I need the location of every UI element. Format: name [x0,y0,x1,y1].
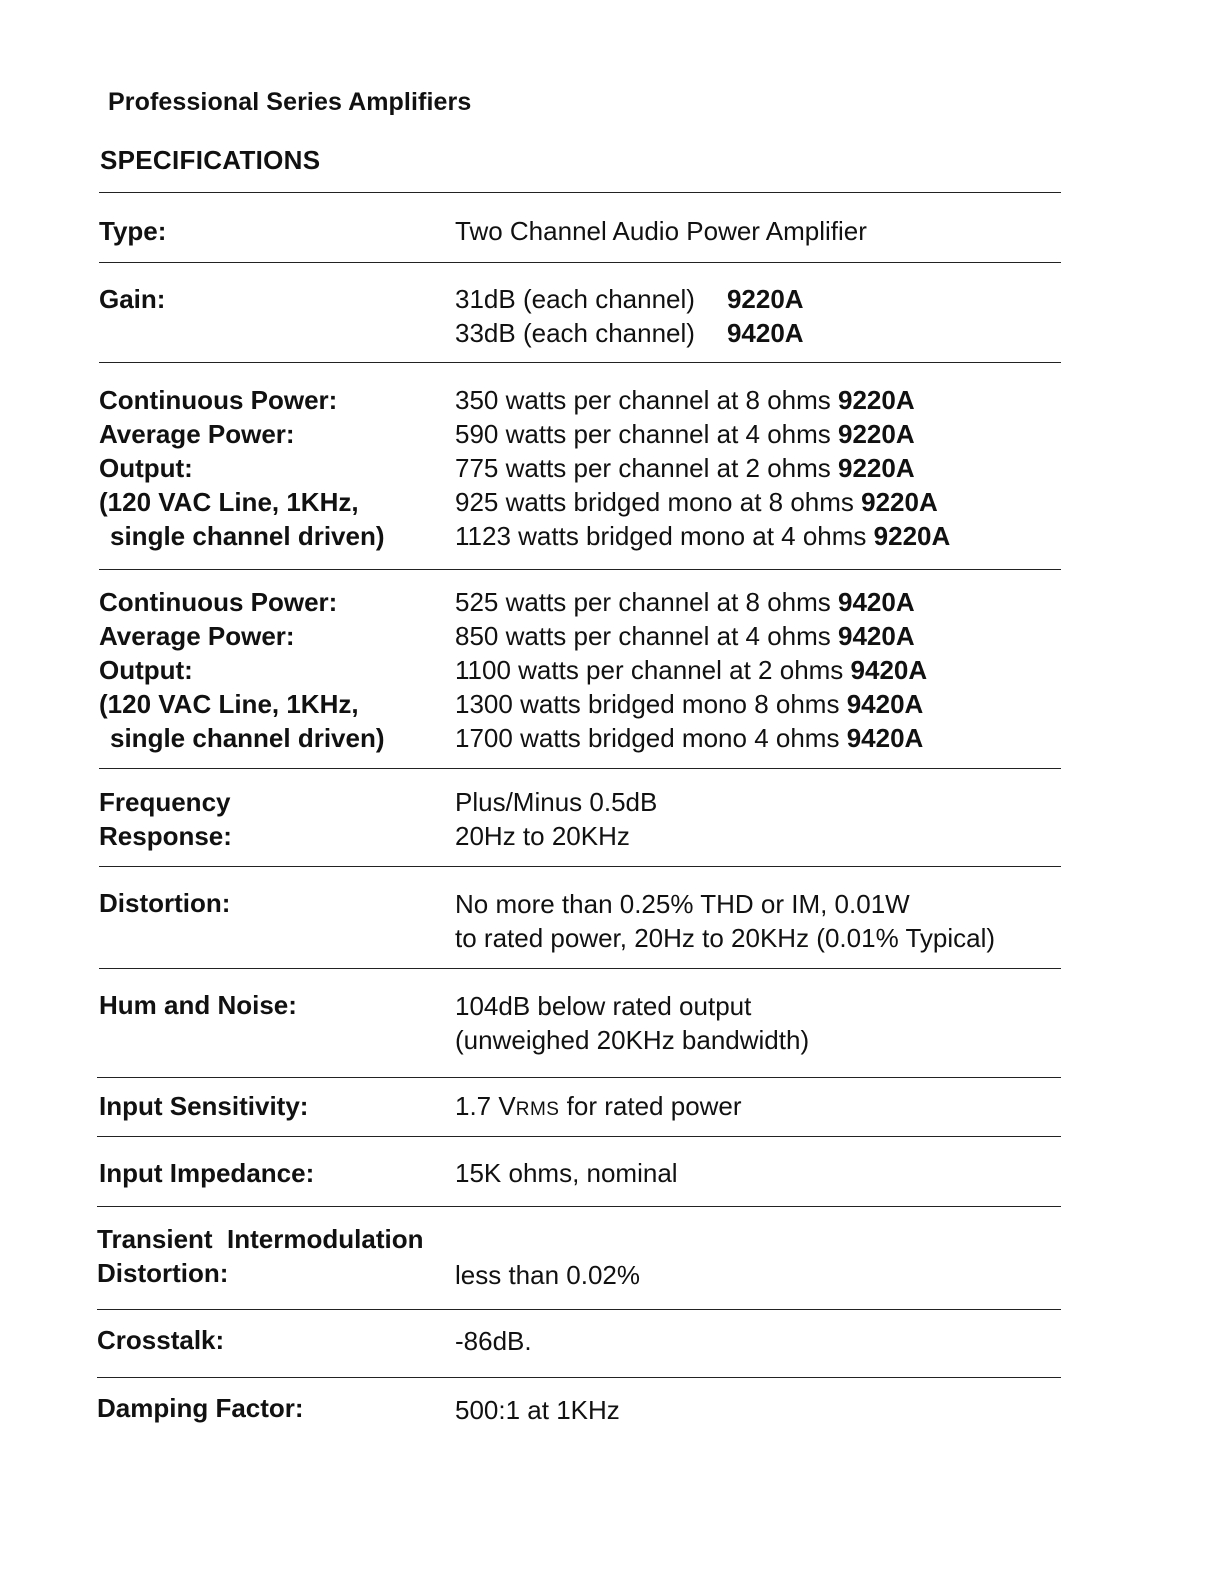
power-text: 925 watts bridged mono at 8 ohms [455,487,854,517]
spec-label-type: Type: [99,216,167,246]
power-line [455,451,950,485]
divider [97,1309,1061,1310]
model-number: 9220A [861,487,938,517]
model-number: 9420A [850,655,928,685]
divider [99,968,1061,969]
label-line: Transient Intermodulation [97,1224,424,1254]
label-line: Average Power: [99,621,295,651]
model-number: 9220A [873,521,951,551]
gain-text: 31dB (each channel) [455,284,695,314]
label-line: Output: [99,453,193,483]
power-text: 775 watts per channel at 2 ohms [455,453,831,483]
spec-label-input-impedance: Input Impedance: [99,1158,315,1188]
label-line: Average Power: [99,419,295,449]
model-number: 9420A [846,723,924,753]
section-heading: SPECIFICATIONS [100,145,321,175]
spec-value-frequency-response [455,785,657,853]
power-text: 1100 watts per channel at 2 ohms [455,655,844,685]
model-number: 9220A [838,385,915,415]
value-line: No more than 0.25% THD or IM, 0.01W [455,889,910,919]
model-number: 9220A [838,419,915,449]
power-text: 850 watts per channel at 4 ohms [455,621,831,651]
gain-text: 33dB (each channel) [455,318,695,348]
value-text: 1.7 V [455,1091,516,1121]
document-title: Professional Series Amplifiers [108,88,472,116]
power-line [455,519,950,553]
spec-label-power-9220a [99,383,385,553]
spec-label-distortion: Distortion: [99,888,231,918]
label-line: Output: [99,655,193,685]
power-text: 525 watts per channel at 8 ohms [455,587,831,617]
divider [97,1377,1061,1378]
spec-value-damping-factor: 500:1 at 1KHz [455,1395,620,1425]
spec-label-hum-noise: Hum and Noise: [99,990,297,1020]
model-number: 9420A [726,318,804,348]
power-line [455,585,927,619]
spec-value-power-9420a [455,585,927,755]
power-text: 1300 watts bridged mono 8 ohms [455,689,840,719]
power-line [455,383,950,417]
unit-text: RMS [515,1099,560,1120]
spec-label-frequency-response [99,785,232,853]
spec-label-crosstalk: Crosstalk: [97,1325,225,1355]
power-line [455,721,927,755]
label-line: Continuous Power: [99,587,338,617]
label-line: Continuous Power: [99,385,338,415]
spec-value-tim: less than 0.02% [455,1260,641,1290]
model-number: 9420A [846,689,924,719]
spec-value-hum-noise [455,989,809,1057]
divider [97,1136,1061,1137]
label-line: (120 VAC Line, 1KHz, [99,689,359,719]
label-line: Response: [99,821,232,851]
value-line: (unweighed 20KHz bandwidth) [455,1025,810,1055]
divider [97,1077,1061,1078]
value-line: Plus/Minus 0.5dB [455,787,658,817]
power-text: 350 watts per channel at 8 ohms [455,385,831,415]
spec-label-power-9420a [99,585,385,755]
spec-label-tim [97,1222,423,1290]
spec-value-type: Two Channel Audio Power Amplifier [455,216,867,246]
spec-value-input-sensitivity [455,1089,742,1127]
value-line: 20Hz to 20KHz [455,821,630,851]
divider [99,262,1061,263]
label-line: single channel driven) [110,521,385,551]
power-line [455,417,950,451]
power-line [455,687,927,721]
label-line: single channel driven) [110,723,385,753]
model-number: 9220A [726,284,804,314]
power-text: 1123 watts bridged mono at 4 ohms [455,521,867,551]
model-number: 9420A [838,587,915,617]
value-line: to rated power, 20Hz to 20KHz (0.01% Typical) [455,923,996,953]
spec-value-input-impedance: 15K ohms, nominal [455,1158,678,1188]
label-line: Frequency [99,787,231,817]
spec-value-distortion [455,887,995,955]
value-line: 104dB below rated output [455,991,752,1021]
divider [99,192,1061,193]
divider [99,768,1061,769]
spec-label-gain: Gain: [99,284,166,314]
divider [97,1206,1061,1207]
value-text: for rated power [559,1091,742,1121]
spec-label-input-sensitivity: Input Sensitivity: [99,1091,309,1121]
gain-line [455,316,804,350]
model-number: 9220A [838,453,915,483]
label-line: (120 VAC Line, 1KHz, [99,487,359,517]
power-text: 1700 watts bridged mono 4 ohms [455,723,840,753]
spec-value-crosstalk: -86dB. [455,1326,532,1356]
gain-line [455,282,804,316]
spec-value-power-9220a [455,383,950,553]
model-number: 9420A [838,621,915,651]
power-line [455,653,927,687]
divider [99,362,1061,363]
power-line [455,485,950,519]
label-line: Distortion: [97,1258,229,1288]
divider [99,866,1061,867]
spec-value-gain [455,282,804,350]
power-line [455,619,927,653]
divider [99,569,1061,570]
spec-label-damping-factor: Damping Factor: [97,1393,304,1423]
power-text: 590 watts per channel at 4 ohms [455,419,831,449]
